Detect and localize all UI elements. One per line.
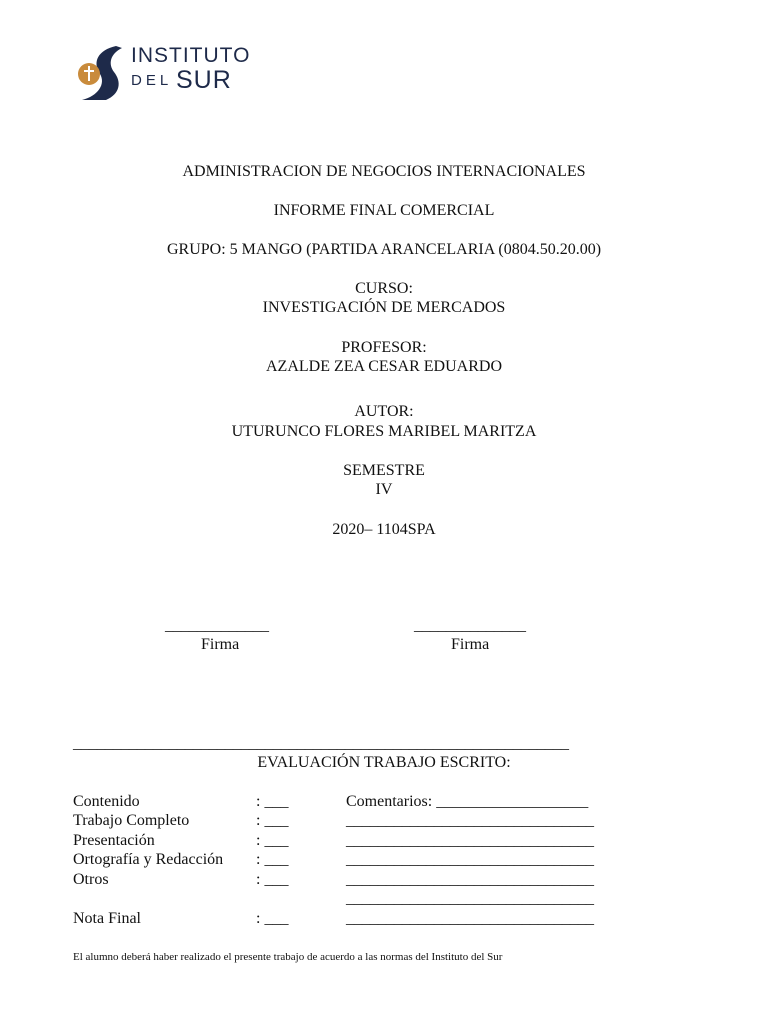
author-label: AUTOR:	[354, 403, 414, 420]
eval-row-score: : ___	[256, 871, 289, 888]
semester-label: SEMESTRE	[343, 462, 425, 479]
evaluation-rule: ______________________________________________________________	[73, 735, 569, 752]
eval-row-score: : ___	[256, 812, 289, 829]
signature-line-right: ______________	[414, 617, 526, 634]
signature-line-left: _____________	[165, 617, 269, 634]
footer-note: El alumno deberá haber realizado el presente trabajo de acuerdo a las normas del Instituto del Sur	[73, 951, 503, 963]
eval-row-comment: _______________________________	[346, 890, 594, 907]
author-name: UTURUNCO FLORES MARIBEL MARITZA	[231, 423, 537, 440]
eval-row-label: Presentación	[73, 832, 155, 849]
eval-row-score: : ___	[256, 910, 289, 927]
evaluation-title: EVALUACIÓN TRABAJO ESCRITO:	[257, 754, 511, 771]
eval-row-comment: _______________________________	[346, 812, 594, 829]
eval-row-label: Otros	[73, 871, 109, 888]
logo-text-del: DEL	[131, 72, 173, 89]
eval-row-label: Trabajo Completo	[73, 812, 190, 829]
eval-row-label: Contenido	[73, 793, 140, 810]
group-line: GRUPO: 5 MANGO (PARTIDA ARANCELARIA (0804.50.20.00)	[166, 241, 602, 258]
eval-row-comment: _______________________________	[346, 910, 594, 927]
career-title: ADMINISTRACION DE NEGOCIOS INTERNACIONALES	[182, 163, 586, 180]
eval-row-score: : ___	[256, 793, 289, 810]
institute-emblem-icon	[76, 44, 126, 102]
eval-row-label: Nota Final	[73, 910, 141, 927]
logo-text-instituto: INSTITUTO	[131, 44, 251, 67]
eval-row-comment: _______________________________	[346, 851, 594, 868]
signature-label-left: Firma	[201, 636, 240, 653]
eval-row-score: : ___	[256, 851, 289, 868]
code-line: 2020– 1104SPA	[332, 521, 436, 538]
course-label: CURSO:	[355, 280, 413, 297]
eval-row-comment: _______________________________	[346, 871, 594, 888]
eval-row-comment: Comentarios: ___________________	[346, 793, 589, 810]
report-title: INFORME FINAL COMERCIAL	[273, 202, 495, 219]
signature-label-right: Firma	[451, 636, 490, 653]
professor-label: PROFESOR:	[341, 339, 427, 356]
institute-logo	[76, 42, 251, 104]
professor-name: AZALDE ZEA CESAR EDUARDO	[266, 358, 502, 375]
eval-row-score: : ___	[256, 832, 289, 849]
course-name: INVESTIGACIÓN DE MERCADOS	[262, 299, 506, 316]
eval-row-label: Ortografía y Redacción	[73, 851, 224, 868]
eval-row-comment: _______________________________	[346, 832, 594, 849]
semester-value: IV	[375, 481, 393, 498]
logo-text-sur: SUR	[176, 66, 232, 94]
